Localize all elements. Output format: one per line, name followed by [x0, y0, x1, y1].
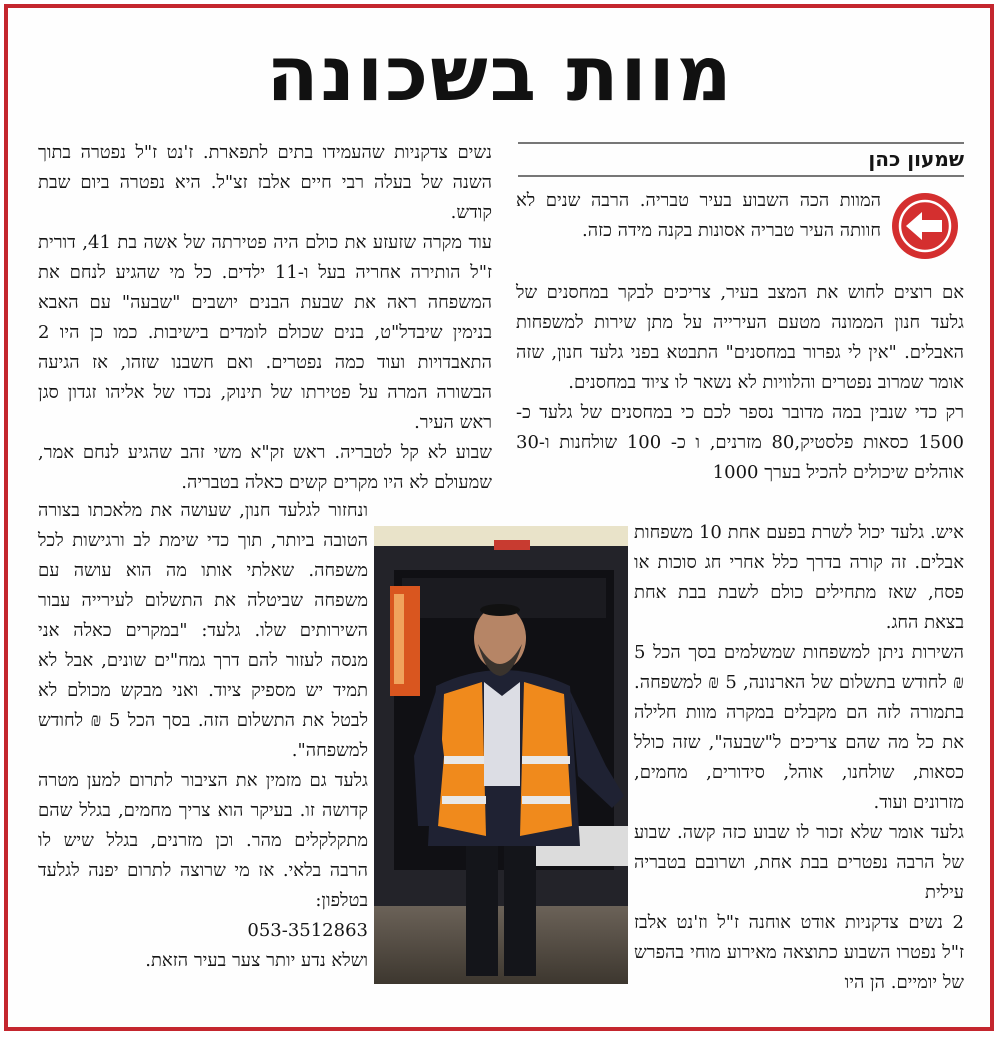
paragraph: גלעד אומר שלא זכור לו שבוע כזה קשה. שבוע של הרבה נפטרים בבת אחת, ושרובם בטבריה עילית [634, 822, 964, 903]
article-photo [374, 526, 628, 984]
photo-illustration [374, 526, 628, 984]
paragraph: אם רוצים לחוש את המצב בעיר, צריכים לבקר במחסנים של גלעד חנון הממונה מטעם העירייה על מתן שירות למשפחות האבלים. "אין לי גפרור במחסנים" התבטא בפני גלעד חנון, שזה אומר שמרוב נפטרים והלוויות לא נשאר לו ציוד במחסנים. [516, 282, 964, 393]
lead-text: המוות הכה השבוע בעיר טבריה. הרבה שנים לא חוותה העיר טבריה אסונות בקנה מידה כזה. [516, 190, 881, 241]
paragraph: גלעד גם מזמין את הציבור לתרום למען מטרה קדושה זו. בעיקר הוא צריך מחמים, בגלל שהם מתקלקלים מהר. וכן מזרנים, בגלל שיש לו הרבה בלאי. אז מי שרוצה לתרום יפנה לגלעד בטלפון: [38, 770, 368, 911]
left-arrow-icon [892, 193, 958, 259]
right-column-body [516, 278, 964, 488]
closing-line: ושלא נדע יותר צער בעיר הזאת. [145, 950, 368, 971]
paragraph: שבוע לא קל לטבריה. ראש זק"א משי זהב שהגיע לנחם אמר, שמעולם לא היו מקרים קשים כאלה בטבריה. [38, 442, 492, 493]
paragraph: איש. גלעד יכול לשרת בפעם אחת 10 משפחות אבלים. זה קורה בדרך כלל אחרי חג סוכות או פסח, שאז מתחילים כולם לשבת בבת אחת בצאת החג. [634, 522, 964, 633]
left-column-lower [38, 496, 368, 976]
phone-number: 053-3512863 [247, 920, 368, 941]
lead-paragraph [516, 186, 881, 246]
paragraph: נשים צדקניות שהעמידו בתים לתפארת. ז'נט ז"ל נפטרה בתוך השנה של בעלה רבי חיים אלבז זצ"ל. היא נפטרה ביום שבת קודש. [38, 142, 492, 223]
author-byline: שמעון כהן [868, 147, 964, 171]
paragraph: עוד מקרה שזעזע את כולם היה פטירתה של אשה בת 41, דורית ז"ל הותירה אחריה בעל ו-11 ילדים. כל מי שהגיע לנחם את המשפחה ראה את שבעת הבנים יושבים "שבעה" עם האבא בנימין שיבדל"ט, בנים שכולם לומדים בישיבות. כמו כן היו 2 התאבדויות ועוד כמה נפטרים. ואם חשבנו שזהו, אז הגיעה הבשורה המרה על פטירתו של תינוק, נכדו של אליהו זגדון סגן ראש העיר. [38, 232, 493, 433]
left-column-upper [38, 138, 492, 498]
paragraph: 2 נשים צדקניות אודט אוחנה ז"ל וז'נט אלבז ז"ל נפטרו השבוע כתוצאה מאירוע מוחי בהפרש של יומיים. הן היו [634, 912, 964, 993]
paragraph: השירות ניתן למשפחות שמשלמים בסך הכל 5 ₪ לחודש בתשלום של הארנונה, 5 ₪ למשפחה. בתמורה לזה הם מקבלים במקרה מוות חלילה את כל מה שהם צריכים ל"שבעה", שזה כולל כסאות, שולחנו, אוהל, סידורים, מחמים, מזרונים ועוד. [634, 642, 964, 813]
right-column-narrow [634, 518, 964, 998]
headline: מוות בשכונה [266, 29, 734, 118]
paragraph: ונחזור לגלעד חנון, שעושה את מלאכתו בצורה הטובה ביותר, תוך כדי שימת לב ורגישות לכל משפחה. שאלתי אותו מה הוא עושה עם משפחה שביטלה את התשלום לעירייה עבור השירותים שלו. גלעד: "במקרים כאלה אני מנסה לעזור להם דרך גמח"ים שונים, אבל לא תמיד יש מספיק ציוד. ואני מבקש מכולם לא לבטל את התשלום הזה. בסך הכל 5 ₪ לחודש למשפחה". [38, 500, 369, 761]
author-rule-bottom [518, 175, 964, 177]
paragraph: רק כדי שנבין במה מדובר נספר לכם כי במחסנים של גלעד כ- 1500 כסאות פלסטיק,80 מזרנים, ו כ- 100 שולחנות ו-30 אוהלים שיכולים להכיל בערך 1000 [516, 402, 964, 483]
